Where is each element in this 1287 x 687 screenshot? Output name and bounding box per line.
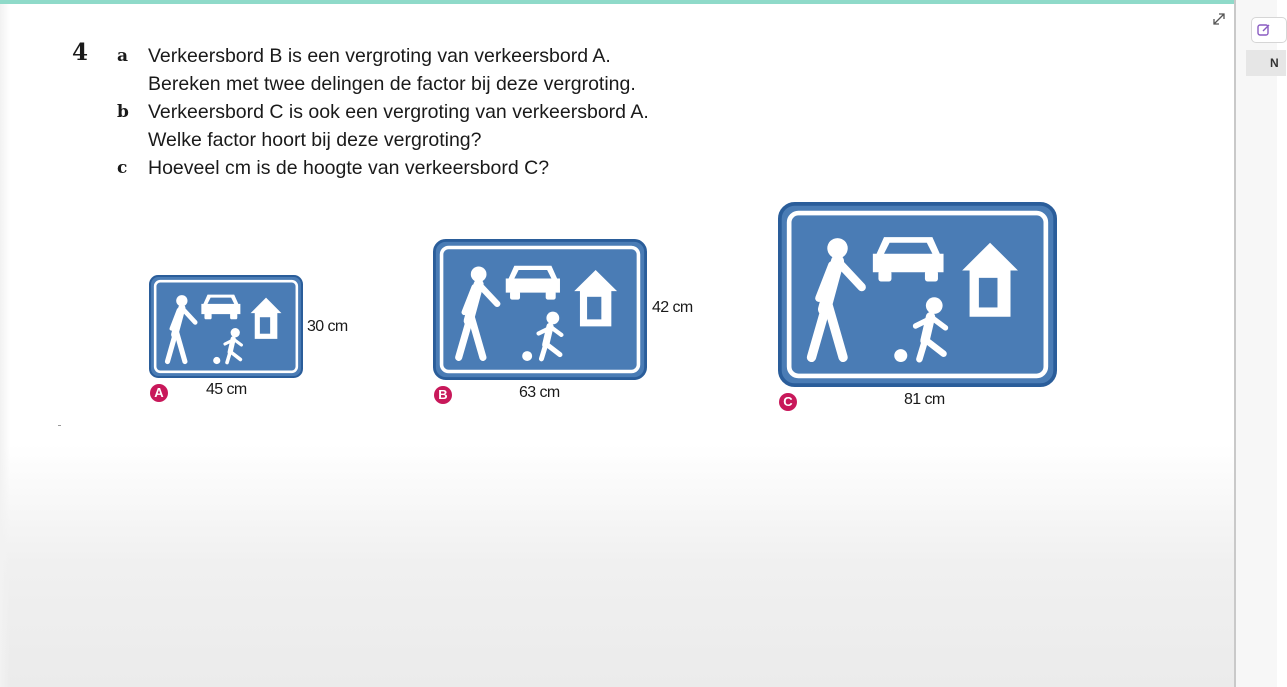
traffic-sign-a (149, 275, 303, 378)
sign-c-width: 81 cm (904, 391, 945, 408)
left-edge (0, 4, 10, 687)
part-c-line-1: Hoeveel cm is de hoogte van verkeersbord C? (148, 157, 550, 179)
traffic-sign-b (433, 239, 647, 380)
sign-a-badge: A (150, 384, 168, 402)
part-a-line-2: Bereken met twee delingen de factor bij deze vergroting. (148, 73, 636, 95)
traffic-sign-c (778, 202, 1057, 387)
part-b-line-2: Welke factor hoort bij deze vergroting? (148, 129, 482, 151)
sign-b-width: 63 cm (519, 384, 560, 401)
scan-speck (58, 425, 61, 426)
expand-icon[interactable] (1211, 11, 1227, 27)
sign-a-width: 45 cm (206, 381, 247, 398)
part-a-line-1: Verkeersbord B is een vergroting van verkeersbord A. (148, 45, 611, 67)
question-number: 4 (72, 39, 89, 66)
part-b-letter: b (117, 102, 129, 122)
sign-b-badge: B (434, 386, 452, 404)
edit-icon (1257, 23, 1271, 37)
sign-a-height: 30 cm (307, 318, 348, 335)
right-sidebar (1234, 0, 1277, 687)
part-c-letter: c (117, 158, 128, 178)
sign-b-height: 42 cm (652, 299, 693, 316)
part-b-line-1: Verkeersbord C is ook een vergroting van verkeersbord A. (148, 101, 649, 123)
sidebar-n-button[interactable]: N (1246, 50, 1286, 76)
edit-button[interactable] (1251, 17, 1287, 43)
sign-c-badge: C (779, 393, 797, 411)
part-a-letter: a (117, 46, 129, 66)
